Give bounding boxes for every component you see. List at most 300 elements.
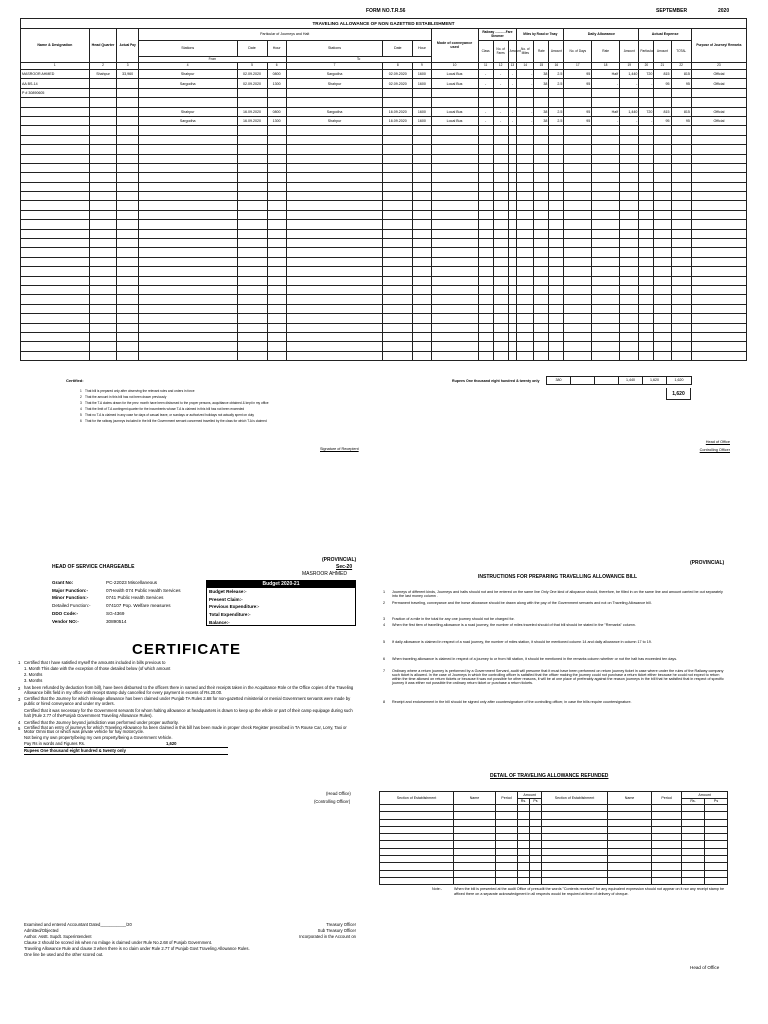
journey-cell	[117, 126, 138, 135]
refund-cell	[682, 870, 705, 877]
journey-cell	[639, 88, 654, 97]
journey-cell	[21, 173, 90, 182]
journey-cell	[691, 192, 746, 201]
journey-cell	[286, 173, 382, 182]
journey-cell	[383, 88, 413, 97]
journey-cell	[286, 182, 382, 191]
journey-cell	[534, 135, 549, 144]
journey-cell	[431, 267, 478, 276]
journey-row	[21, 351, 747, 360]
journey-cell: Shahpur	[138, 107, 237, 116]
journey-cell	[654, 276, 671, 285]
refund-cell	[518, 856, 530, 863]
left-person-name: MASROOR AHMED	[302, 571, 348, 577]
journey-cell	[286, 304, 382, 313]
journey-cell	[691, 276, 746, 285]
refund-cell	[682, 812, 705, 819]
journey-cell	[534, 163, 549, 172]
journey-cell	[654, 201, 671, 210]
journey-cell	[138, 295, 237, 304]
col-date-from: Date	[237, 41, 267, 57]
journey-cell	[117, 323, 138, 332]
journey-cell	[478, 163, 493, 172]
journey-cell: AA BS-14	[21, 79, 90, 88]
instruction-3: Fraction of a mile in the total for any one journey should not be charged for.	[392, 616, 515, 621]
journey-row	[21, 107, 747, 116]
journey-cell	[138, 267, 237, 276]
journey-cell	[517, 126, 534, 135]
journey-cell	[413, 173, 431, 182]
journey-cell	[89, 257, 117, 266]
instruction-6: When traveling allowance is claimed in respect of a journey to or from hill station, it should be mentioned in the remarks column whether or not the halt has exceeded ten days.	[392, 656, 678, 661]
journey-cell	[508, 351, 517, 360]
journey-cell	[549, 304, 564, 313]
refund-cell	[682, 856, 705, 863]
journey-cell	[237, 332, 267, 341]
journey-cell	[138, 173, 237, 182]
journey-cell	[478, 276, 493, 285]
journey-cell	[534, 248, 549, 257]
total-amount: 380	[547, 377, 571, 385]
journey-cell	[534, 229, 549, 238]
journey-cell	[493, 323, 508, 332]
journey-cell	[383, 154, 413, 163]
journey-cell	[564, 285, 592, 294]
journey-cell	[267, 126, 286, 135]
refund-cell	[454, 812, 496, 819]
journey-cell	[117, 201, 138, 210]
journey-cell	[517, 239, 534, 248]
journey-cell	[431, 201, 478, 210]
journey-cell	[691, 351, 746, 360]
journey-cell	[431, 210, 478, 219]
column-number: 9	[413, 63, 431, 70]
journey-cell	[493, 182, 508, 191]
journey-cell	[549, 201, 564, 210]
journey-cell	[691, 201, 746, 210]
journey-cell	[691, 220, 746, 229]
column-number: 10	[431, 63, 478, 70]
refund-cell	[496, 877, 518, 884]
refund-cell	[652, 805, 682, 812]
journey-cell	[534, 257, 549, 266]
journey-cell	[89, 220, 117, 229]
journey-cell	[508, 201, 517, 210]
refund-cell	[682, 863, 705, 870]
journey-cell	[592, 342, 620, 351]
journey-cell	[534, 239, 549, 248]
journey-cell: Local Bus	[431, 79, 478, 88]
refund-cell	[682, 848, 705, 855]
journey-cell	[534, 351, 549, 360]
journey-cell	[237, 351, 267, 360]
journey-cell	[654, 163, 671, 172]
journey-cell	[620, 229, 639, 238]
journey-cell	[89, 145, 117, 154]
journey-cell	[117, 295, 138, 304]
journey-cell	[21, 220, 90, 229]
journey-row	[21, 210, 747, 219]
refund-cell	[705, 877, 728, 884]
refund-h-name: Name	[454, 792, 496, 805]
refund-cell	[518, 812, 530, 819]
refund-cell	[496, 819, 518, 826]
journey-cell: -	[493, 70, 508, 79]
journey-row	[21, 126, 747, 135]
journey-cell	[267, 88, 286, 97]
journey-cell	[413, 98, 431, 107]
journey-cell	[639, 145, 654, 154]
refund-h-name-2: Name	[608, 792, 652, 805]
journey-cell	[517, 210, 534, 219]
journey-cell	[654, 145, 671, 154]
journey-cell	[383, 314, 413, 323]
journey-cell	[431, 220, 478, 229]
journey-cell	[89, 351, 117, 360]
journey-row	[21, 154, 747, 163]
refund-cell	[518, 834, 530, 841]
journey-cell	[493, 248, 508, 257]
journey-cell	[691, 182, 746, 191]
journey-cell	[267, 304, 286, 313]
journey-cell	[286, 239, 382, 248]
refund-cell	[542, 819, 608, 826]
journey-cell	[564, 229, 592, 238]
journey-cell: Sargodha	[138, 116, 237, 125]
journey-cell: Official	[691, 107, 746, 116]
cert-2: has been refunded by deduction from bill), have been disbursed to the officers there in named and their receipts taken in the Acquittance Role or the Office copies of the Traveling Allowance bills field in my office with receipt stamp duly cancelled for every payment in excess of Rs.20.00.	[24, 685, 354, 695]
journey-cell	[508, 304, 517, 313]
journey-cell	[478, 173, 493, 182]
journey-cell	[671, 314, 691, 323]
refund-cell	[530, 805, 542, 812]
journey-cell	[493, 163, 508, 172]
col-rate: Rate	[534, 41, 549, 63]
refund-cell	[608, 863, 652, 870]
journey-cell	[639, 201, 654, 210]
journey-cell	[383, 332, 413, 341]
column-number: 2	[89, 63, 117, 70]
journey-cell	[21, 229, 90, 238]
col-hq: Head Quarter	[89, 29, 117, 63]
journey-cell	[508, 154, 517, 163]
journey-cell	[549, 173, 564, 182]
journey-cell	[691, 314, 746, 323]
journey-cell: 95	[671, 116, 691, 125]
journey-cell	[89, 248, 117, 257]
journey-cell: Official	[691, 116, 746, 125]
journey-cell	[138, 154, 237, 163]
journey-cell	[89, 88, 117, 97]
journey-cell	[286, 88, 382, 97]
journey-cell	[237, 163, 267, 172]
refund-row	[380, 856, 728, 863]
journey-cell	[691, 342, 746, 351]
detailed-value: 074107 Pop. Welfare measures	[106, 603, 171, 609]
refund-cell	[652, 841, 682, 848]
journey-cell	[517, 342, 534, 351]
col-stations-from: Stations	[138, 41, 237, 57]
journey-cell	[21, 248, 90, 257]
instructions-title: INSTRUCTIONS FOR PREPARING TRAVELLING ALLOWANCE BILL	[478, 574, 638, 580]
journey-cell	[286, 126, 382, 135]
journey-cell	[534, 276, 549, 285]
journey-cell	[21, 323, 90, 332]
detailed-label: Detailed Function:-	[52, 603, 91, 609]
refund-cell	[705, 805, 728, 812]
certificate-body: 1 Certified that I have satisfied myself the amounts included in bills previous to 1. Month This date with the exception of those detailed below (of which amount 2. Months 3. Months 2 has been refunded by deduction from bill), have been disbursed to the officers there in named and their receipts taken in the Acquittance Role or the Office copies of the Traveling Allowance bills field in my office with receipt stamp duly cancelled for every payment in excess of Rs.20.00. 3 Certified that the Journey for which mileage allowance has been claimed under Punjab TA Rules 2.68 for non-gazetted ministerial or menial Government servants were made by public or hired conveyance and under my orders. Certified that it was necessary for the Government servants for whom halting allowance at headquarters is drawn to keep up the whole or part of their camp equipage during such halt (Rule 2.77 of thePunjab Government Traveling Allowance Rules). 4 Certified that the Journey beyond jurisdiction was performed under proper authority. 5 Certified that an entry of journeys for which Traveling Allowance ha been claimed in this bill has been made in proper check Register prescribed in TA Rouse Car, Lorry, Taxi or Motor Omni Bus or which was private vehicle for hay motorcycle. Not being my own property/being my own property/being a Government Vehicle. Pay Rs in words and Figures Rs. 1,620 Rupees One thousand eight hundred & twenty only	[18, 660, 358, 755]
journey-cell	[117, 145, 138, 154]
top-head-of-office: Head of Office	[705, 440, 730, 444]
total-in-words: Rupees One thousand eight hundred & twenty only	[452, 379, 540, 383]
journey-cell	[671, 88, 691, 97]
refund-cell	[518, 848, 530, 855]
journey-row	[21, 88, 747, 97]
refund-cell	[530, 877, 542, 884]
refund-cell	[682, 877, 705, 884]
vendor-label: Vendor NO:-	[52, 618, 79, 624]
journey-cell	[671, 192, 691, 201]
journey-cell	[267, 239, 286, 248]
journey-cell	[478, 295, 493, 304]
journey-cell: 95	[654, 116, 671, 125]
total-ae: 1,620	[643, 377, 667, 385]
journey-cell	[478, 332, 493, 341]
col-mode: Mode of conveyance used	[431, 29, 478, 63]
instruction-5: If daily allowance is claimed in respect of a road journey, the number of miles station, it should be mentioned column 14 and daily allowance in column 17 to 19.	[392, 639, 652, 644]
journey-cell	[138, 192, 237, 201]
journey-row	[21, 304, 747, 313]
journey-cell	[117, 98, 138, 107]
journey-cell	[654, 304, 671, 313]
journey-cell	[493, 314, 508, 323]
journey-cell	[654, 323, 671, 332]
journey-cell	[493, 229, 508, 238]
refund-cell	[454, 841, 496, 848]
ddo-label: DDO Code:-	[52, 610, 79, 616]
journey-cell	[286, 98, 382, 107]
journey-cell	[639, 154, 654, 163]
journey-cell: 1300	[267, 79, 286, 88]
journey-cell	[549, 239, 564, 248]
journey-cell	[620, 154, 639, 163]
journey-cell	[534, 210, 549, 219]
journey-cell	[508, 229, 517, 238]
refund-cell	[542, 877, 608, 884]
journey-cell	[237, 98, 267, 107]
journey-cell: 1600	[413, 79, 431, 88]
journey-cell: -	[592, 116, 620, 125]
vendor-value: 30890514	[106, 618, 127, 624]
journey-cell	[691, 126, 746, 135]
journey-cell	[564, 304, 592, 313]
refund-cell	[608, 834, 652, 841]
left-provincial: (PROVINCIAL)	[322, 557, 357, 563]
journey-cell	[620, 304, 639, 313]
refund-row	[380, 819, 728, 826]
journey-cell	[654, 239, 671, 248]
journey-cell	[639, 210, 654, 219]
journey-cell	[478, 229, 493, 238]
certificate-title: CERTIFICATE	[132, 641, 242, 658]
journey-row	[21, 192, 747, 201]
journey-cell	[508, 98, 517, 107]
grant-block	[52, 579, 181, 625]
journey-cell	[654, 154, 671, 163]
journey-cell	[517, 145, 534, 154]
journey-cell	[237, 257, 267, 266]
journey-cell	[592, 154, 620, 163]
journey-row	[21, 323, 747, 332]
journey-row	[21, 314, 747, 323]
refund-cell	[380, 856, 454, 863]
refund-cell	[542, 863, 608, 870]
form-month: SEPTEMBER	[656, 8, 688, 14]
journey-cell	[89, 126, 117, 135]
instruction-8: Receipt and endorsement in the bill should be signed only after countersignature of the controlling officer, in case the bills require countersignature.	[392, 700, 632, 705]
journey-cell	[21, 116, 90, 125]
col-stations-to: Stations	[286, 41, 382, 57]
column-number: 14	[517, 63, 534, 70]
refund-h-rs-2: Rs.	[682, 799, 705, 805]
journey-cell	[89, 239, 117, 248]
refund-cell	[454, 877, 496, 884]
journey-cell	[89, 182, 117, 191]
journey-cell: 02.09.2020	[237, 79, 267, 88]
journey-cell	[493, 295, 508, 304]
journey-cell	[654, 267, 671, 276]
journey-cell	[508, 239, 517, 248]
journey-cell	[691, 98, 746, 107]
journey-cell	[383, 323, 413, 332]
sec-code: Sec-20	[336, 564, 353, 570]
journey-cell	[21, 192, 90, 201]
journey-cell	[383, 267, 413, 276]
journey-cell	[517, 314, 534, 323]
journey-cell	[267, 332, 286, 341]
journey-cell	[383, 192, 413, 201]
journey-cell	[383, 285, 413, 294]
refund-cell	[454, 805, 496, 812]
journey-cell	[237, 267, 267, 276]
journey-cell	[620, 295, 639, 304]
journey-cell	[117, 192, 138, 201]
journey-cell	[564, 267, 592, 276]
journey-row	[21, 248, 747, 257]
refund-cell	[608, 848, 652, 855]
journey-cell	[564, 295, 592, 304]
journey-cell	[534, 314, 549, 323]
right-provincial: (PROVINCIAL)	[690, 560, 725, 566]
cert-1b: 2. Months	[24, 672, 43, 677]
refund-h-section-2: Section of Establishment	[542, 792, 608, 805]
journey-cell	[671, 332, 691, 341]
instruction-2: Permanent traveling, conveyance and the horse allowance should be drawn along with the pay of the Government servants and not on Traveling Allowance bill.	[392, 601, 652, 606]
journey-cell	[549, 145, 564, 154]
refund-cell	[530, 819, 542, 826]
journey-cell	[478, 323, 493, 332]
journey-cell	[267, 201, 286, 210]
refund-cell	[380, 848, 454, 855]
journey-cell	[383, 248, 413, 257]
journey-cell	[267, 267, 286, 276]
refund-cell	[380, 863, 454, 870]
budget-release: Budget Release:-	[209, 589, 247, 594]
journey-cell	[267, 220, 286, 229]
journey-cell	[383, 351, 413, 360]
journey-cell	[654, 342, 671, 351]
journey-cell	[620, 332, 639, 341]
journey-rows	[21, 70, 747, 361]
cert-controlling-officer: (Controlling Officer)	[314, 799, 351, 804]
journey-cell	[89, 295, 117, 304]
journey-cell	[592, 210, 620, 219]
journey-cell	[508, 295, 517, 304]
journey-cell	[639, 220, 654, 229]
journey-cell	[517, 323, 534, 332]
refund-cell	[682, 826, 705, 833]
journey-cell	[117, 229, 138, 238]
journey-cell	[138, 285, 237, 294]
journey-cell	[431, 135, 478, 144]
journey-cell	[639, 163, 654, 172]
journey-cell	[534, 342, 549, 351]
journey-cell	[478, 220, 493, 229]
journey-cell	[691, 267, 746, 276]
journey-cell: -	[517, 116, 534, 125]
journey-cell	[654, 88, 671, 97]
journey-cell	[286, 154, 382, 163]
journey-cell	[413, 267, 431, 276]
journey-cell	[89, 229, 117, 238]
journey-cell	[671, 248, 691, 257]
journey-cell	[117, 332, 138, 341]
journey-cell	[89, 154, 117, 163]
journey-cell	[639, 314, 654, 323]
journey-cell	[138, 304, 237, 313]
journey-cell	[691, 163, 746, 172]
journey-cell	[286, 323, 382, 332]
journey-cell	[534, 88, 549, 97]
journey-cell	[21, 351, 90, 360]
refund-h-amount: Amount	[518, 792, 542, 799]
journey-cell	[138, 229, 237, 238]
journey-cell	[517, 135, 534, 144]
col-daily: Daily Allowance	[564, 29, 639, 41]
journey-cell	[549, 135, 564, 144]
column-number: 21	[654, 63, 671, 70]
journey-cell	[671, 229, 691, 238]
journey-cell	[534, 295, 549, 304]
col-miles-amount: Amount	[549, 41, 564, 63]
journey-cell	[564, 135, 592, 144]
journey-cell	[592, 145, 620, 154]
journey-cell: 815	[671, 70, 691, 79]
refund-cell	[608, 819, 652, 826]
incorporated-line: Incorporated in the Account on	[299, 934, 356, 939]
refund-cell	[518, 863, 530, 870]
refund-cell	[608, 841, 652, 848]
journey-cell: -	[508, 116, 517, 125]
journey-cell	[138, 351, 237, 360]
journey-cell	[493, 201, 508, 210]
journey-cell	[620, 351, 639, 360]
refund-cell	[652, 856, 682, 863]
journey-cell	[138, 126, 237, 135]
journey-cell	[138, 220, 237, 229]
journey-cell	[517, 154, 534, 163]
column-number: 15	[534, 63, 549, 70]
